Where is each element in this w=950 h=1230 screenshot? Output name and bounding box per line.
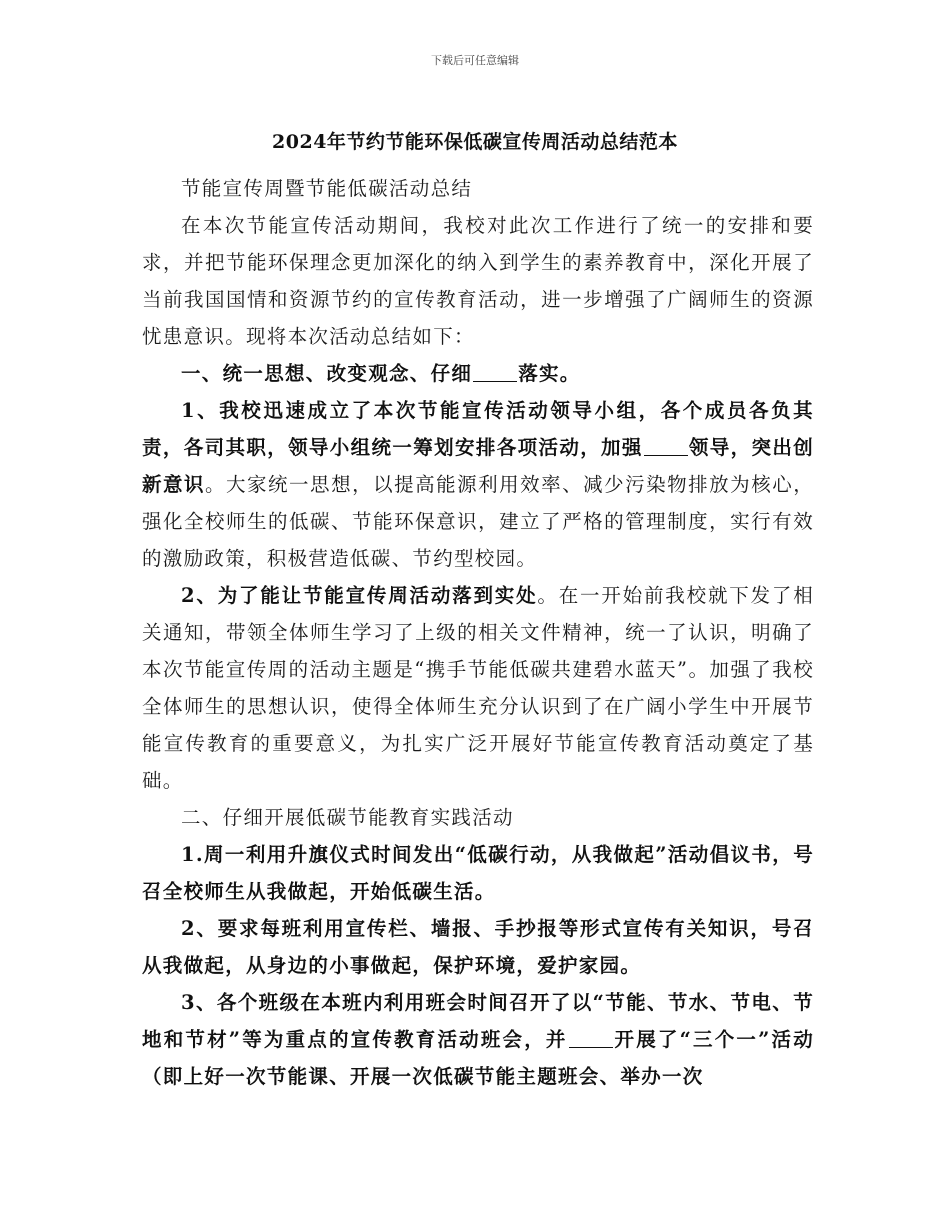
section-2-p3-a: 3、各个班级在本班内利用班会时间召开了以“节能、节水、节电、节地和节材”等为重点的宣传教育活动班会，并 xyxy=(142,991,814,1051)
section-1-heading-b: 落实。 xyxy=(518,362,581,385)
section-1-p1-bold-a: 1、我校迅速成立了本次节能宣传活动领导小组，各个成员各负其责，各司其职，领导小组统一筹划安排各项活动，加强 xyxy=(142,399,814,459)
section-1-paragraph-2 xyxy=(142,577,814,799)
fill-blank xyxy=(569,1028,613,1049)
section-1-heading-a: 一、统一思想、改变观念、仔细 xyxy=(181,362,473,385)
section-1-heading xyxy=(142,355,814,392)
subtitle: 节能宣传周暨节能低碳活动总结 xyxy=(181,177,473,200)
section-2-paragraph-2: 2、要求每班利用宣传栏、墙报、手抄报等形式宣传有关知识，号召从我做起，从身边的小事做起，保护环境，爱护家园。 xyxy=(142,917,814,977)
section-1-paragraph-1 xyxy=(142,392,814,577)
document-body xyxy=(142,170,814,1095)
section-1-p1-rest: 。大家统一思想，以提高能源利用效率、减少污染物排放为核心，强化全校师生的低碳、节能环保意识，建立了严格的管理制度，实行有效的激励政策，积极营造低碳、节约型校园。 xyxy=(142,473,815,570)
section-2-p3-b: 开展了“三个一”活动（即上好一次节能课、开展一次低碳节能主题班会、举办一次 xyxy=(142,1028,815,1088)
fill-blank xyxy=(473,362,517,383)
section-2-paragraph-3 xyxy=(142,984,814,1095)
section-2-heading: 二、仔细开展低碳节能教育实践活动 xyxy=(181,806,514,829)
fill-blank xyxy=(644,436,688,457)
section-1-p2-bold: 2、为了能让节能宣传周活动落到实处 xyxy=(181,584,538,607)
section-1-p2-rest: 。在一开始前我校就下发了相关通知，带领全体师生学习了上级的相关文件精神，统一了认识，明确了本次节能宣传周的活动主题是“携手节能低碳共建碧水蓝天”。加强了我校全体师生的思想认识，使得全体师生充分认识到了在广阔小学生中开展节能宣传教育的重要意义，为扎实广泛开展好节能宣传教育活动奠定了基础。 xyxy=(142,584,814,792)
section-1-p1-bold-b: 领导，突出创新意识 xyxy=(142,436,814,496)
section-2-paragraph-1: 1.周一利用升旗仪式时间发出“低碳行动，从我做起”活动倡议书，号召全校师生从我做起，开始低碳生活。 xyxy=(142,843,814,903)
header-note: 下载后可任意编辑 xyxy=(431,54,519,67)
intro-paragraph: 在本次节能宣传活动期间，我校对此次工作进行了统一的安排和要求，并把节能环保理念更加深化的纳入到学生的素养教育中，深化开展了当前我国国情和资源节约的宣传教育活动，进一步增强了广阔师生的资源忧患意识。现将本次活动总结如下： xyxy=(142,214,814,348)
document-title: 2024年节约节能环保低碳宣传周活动总结范本 xyxy=(272,131,678,153)
